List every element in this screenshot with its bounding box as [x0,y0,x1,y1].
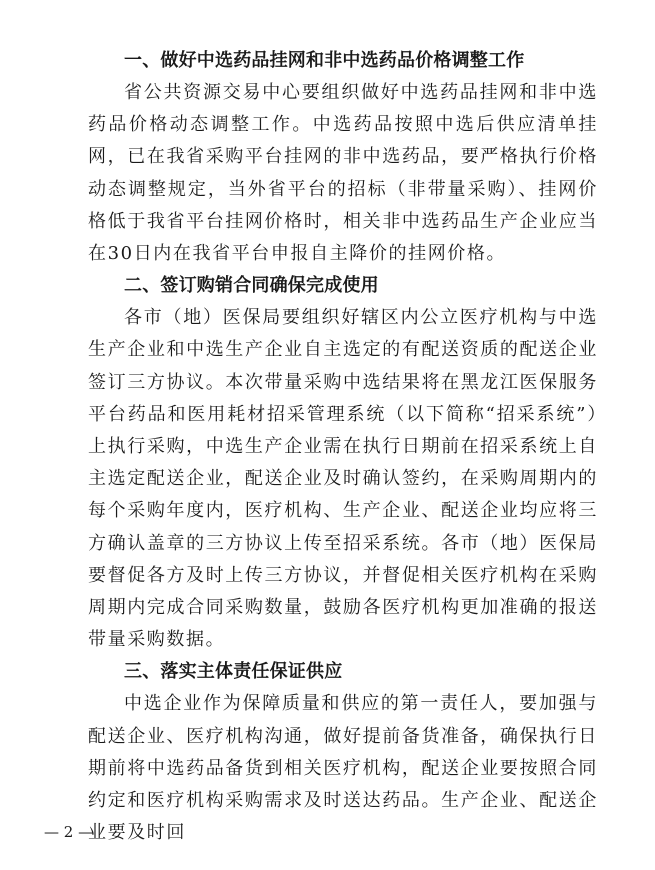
section-paragraph: 省公共资源交易中心要组织做好中选药品挂网和非中选药品价格动态调整工作。中选药品按照中选后供应清单挂网，已在我省采购平台挂网的非中选药品，要严格执行价格动态调整规定，当外省平台的招标（非带量采购）、挂网价格低于我省平台挂网价格时，相关非中选药品生产企业应当在30日内在我省平台申报自主降价的挂网价格。 [88,82,598,265]
section-3 [88,656,598,849]
section-paragraph: 各市（地）医保局要组织好辖区内公立医疗机构与中选生产企业和中选生产企业自主选定的有配送资质的配送企业签订三方协议。本次带量采购中选结果将在黑龙江医保服务平台药品和医用耗材招采管理系统（以下简称“招采系统”）上执行采购，中选生产企业需在执行日期前在招采系统上自主选定配送企业，配送企业及时确认签约，在采购周期内的每个采购年度内，医疗机构、生产企业、配送企业均应将三方确认盖章的三方协议上传至招采系统。各市（地）医保局要督促各方及时上传三方协议，并督促相关医疗机构在采购周期内完成合同采购数量，鼓励各医疗机构更加准确的报送带量采购数据。 [88,307,598,651]
section-heading: 三、落实主体责任保证供应 [124,661,343,683]
section-heading: 二、签订购销合同确保完成使用 [124,275,379,297]
section-2 [88,270,598,656]
document-body [88,45,598,849]
section-paragraph: 中选企业作为保障质量和供应的第一责任人，要加强与配送企业、医疗机构沟通，做好提前备货准备，确保执行日期前将中选药品备货到相关医疗机构，配送企业要按照合同约定和医疗机构采购需求及时送达药品。生产企业、配送企业要及时回 [88,693,598,844]
section-1 [88,45,598,270]
section-heading: 一、做好中选药品挂网和非中选药品价格调整工作 [124,50,525,71]
page-number: — 2 — [44,823,94,841]
